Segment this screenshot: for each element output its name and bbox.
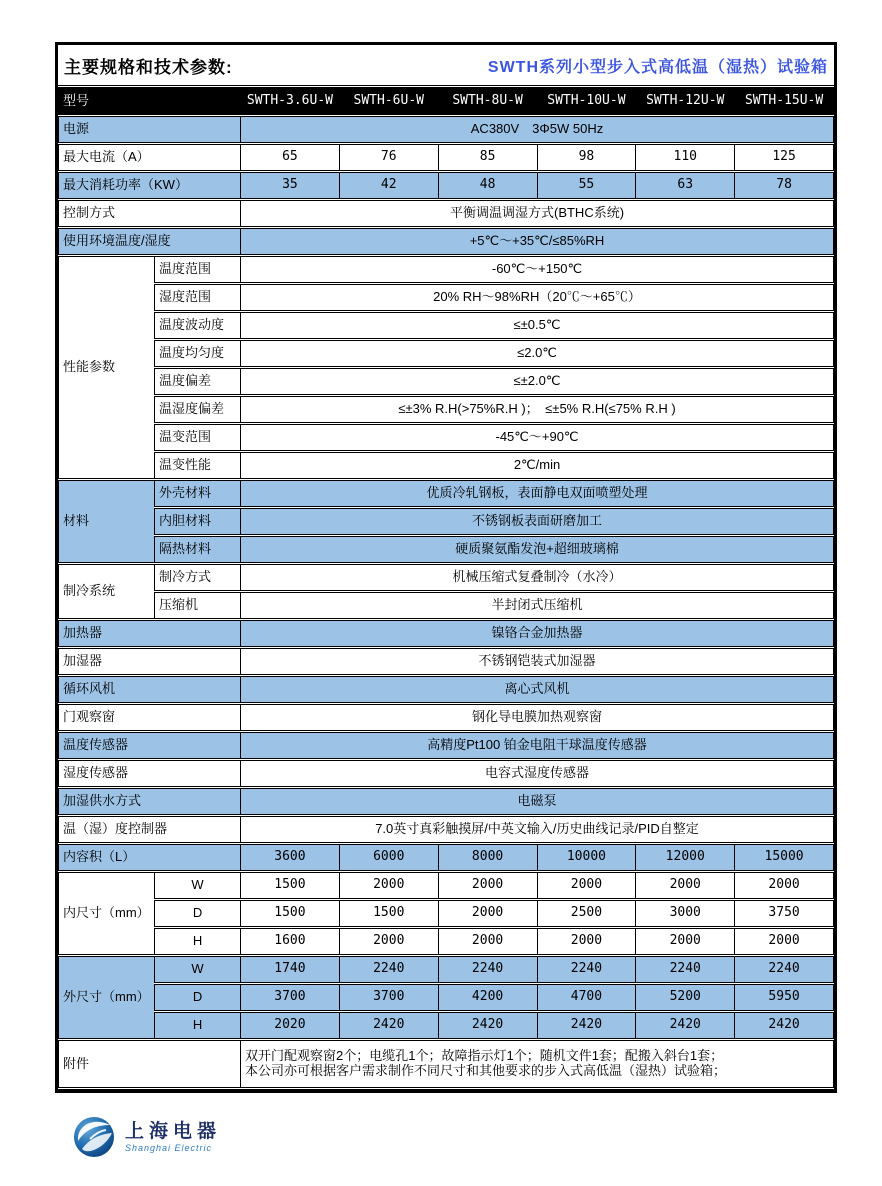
- table-row: [59, 928, 834, 956]
- row-label: 门观察窗: [59, 704, 241, 732]
- sub-label: 湿度范围: [155, 284, 241, 312]
- table-row: [59, 844, 834, 872]
- value-cell: 6000: [339, 844, 438, 872]
- spec-table: [58, 85, 834, 1090]
- value-cell: 优质冷轧钢板，表面静电双面喷塑处理: [241, 480, 834, 508]
- value-cell: 镍铬合金加热器: [241, 620, 834, 648]
- series-title: SWTH系列小型步入式高低温（湿热）试验箱: [487, 58, 828, 76]
- value-cell: 3700: [241, 984, 340, 1012]
- value-cell: 5950: [735, 984, 834, 1012]
- table-row: [59, 732, 834, 760]
- sub-label: 制冷方式: [155, 564, 241, 592]
- row-label: 最大消耗功率（KW）: [59, 172, 241, 200]
- title-bar: [58, 45, 834, 85]
- table-row: [59, 508, 834, 536]
- table-row: [59, 200, 834, 228]
- value-cell: 3600: [241, 844, 340, 872]
- sub-label: H: [155, 928, 241, 956]
- value-cell: 78: [735, 172, 834, 200]
- logo-text: [125, 1122, 221, 1153]
- value-cell: 42: [339, 172, 438, 200]
- value-cell: 2420: [537, 1012, 636, 1040]
- model-name: SWTH-12U-W: [636, 87, 735, 116]
- logo-company-name: 上海电器: [125, 1120, 222, 1142]
- value-cell: 2000: [537, 872, 636, 900]
- value-cell: 不锈钢板表面研磨加工: [241, 508, 834, 536]
- row-label: 最大电流（A）: [59, 144, 241, 172]
- value-cell: 1500: [339, 900, 438, 928]
- value-cell: 2000: [636, 928, 735, 956]
- value-cell: 2000: [735, 872, 834, 900]
- value-cell: 2000: [438, 900, 537, 928]
- table-row: [59, 452, 834, 480]
- value-cell: 110: [636, 144, 735, 172]
- table-row: [59, 816, 834, 844]
- sub-label: 温变范围: [155, 424, 241, 452]
- group-label: 内尺寸（mm）: [59, 872, 155, 956]
- value-cell: 2000: [537, 928, 636, 956]
- value-cell: 2℃/min: [241, 452, 834, 480]
- table-row: [59, 592, 834, 620]
- value-cell: 1740: [241, 956, 340, 984]
- table-row: [59, 1012, 834, 1040]
- value-cell: 4200: [438, 984, 537, 1012]
- model-row: [59, 87, 834, 116]
- sub-label: 温度波动度: [155, 312, 241, 340]
- row-label: 循环风机: [59, 676, 241, 704]
- value-cell: 3000: [636, 900, 735, 928]
- value-cell: 离心式风机: [241, 676, 834, 704]
- value-cell: 2420: [438, 1012, 537, 1040]
- value-cell: 2240: [636, 956, 735, 984]
- sub-label: 温度均匀度: [155, 340, 241, 368]
- value-cell: 1500: [241, 872, 340, 900]
- value-cell: AC380V 3Φ5W 50Hz: [241, 116, 834, 144]
- table-row: [59, 144, 834, 172]
- value-cell: 电容式湿度传感器: [241, 760, 834, 788]
- value-cell: -60℃～+150℃: [241, 256, 834, 284]
- value-cell: 2420: [735, 1012, 834, 1040]
- value-cell: 2000: [339, 872, 438, 900]
- table-row: [59, 340, 834, 368]
- value-cell: 125: [735, 144, 834, 172]
- value-cell: 63: [636, 172, 735, 200]
- model-name: SWTH-10U-W: [537, 87, 636, 116]
- value-cell: 48: [438, 172, 537, 200]
- value-cell: 3750: [735, 900, 834, 928]
- sub-label: D: [155, 900, 241, 928]
- value-cell: 4700: [537, 984, 636, 1012]
- value-cell: 7.0英寸真彩触摸屏/中英文输入/历史曲线记录/PID自整定: [241, 816, 834, 844]
- value-cell: ≤±2.0℃: [241, 368, 834, 396]
- sub-label: W: [155, 956, 241, 984]
- value-cell: 2240: [339, 956, 438, 984]
- value-cell: 55: [537, 172, 636, 200]
- value-cell: 2240: [537, 956, 636, 984]
- value-cell: ≤±0.5℃: [241, 312, 834, 340]
- sub-label: 内胆材料: [155, 508, 241, 536]
- table-row: [59, 564, 834, 592]
- model-name: SWTH-3.6U-W: [241, 87, 340, 116]
- row-label: 电源: [59, 116, 241, 144]
- row-label: 加湿器: [59, 648, 241, 676]
- table-row: [59, 536, 834, 564]
- group-label: 外尺寸（mm）: [59, 956, 155, 1040]
- table-row: [59, 312, 834, 340]
- sub-label: D: [155, 984, 241, 1012]
- value-cell: 2000: [438, 928, 537, 956]
- value-cell: 20% RH～98%RH（20℃～+65℃）: [241, 284, 834, 312]
- value-cell: 2240: [438, 956, 537, 984]
- model-name: SWTH-6U-W: [339, 87, 438, 116]
- value-cell: 2000: [735, 928, 834, 956]
- table-row: [59, 676, 834, 704]
- table-row: [59, 1040, 834, 1089]
- sub-label: 隔热材料: [155, 536, 241, 564]
- model-name: SWTH-8U-W: [438, 87, 537, 116]
- value-cell: 2500: [537, 900, 636, 928]
- table-row: [59, 172, 834, 200]
- value-cell: 8000: [438, 844, 537, 872]
- value-cell: 电磁泵: [241, 788, 834, 816]
- value-cell: 2420: [636, 1012, 735, 1040]
- accessory-line: 本公司亦可根据客户需求制作不同尺寸和其他要求的步入式高低温（湿热）试验箱；: [245, 1063, 727, 1078]
- value-cell: 1500: [241, 900, 340, 928]
- sub-label: 外壳材料: [155, 480, 241, 508]
- value-cell: 硬质聚氨酯发泡+超细玻璃棉: [241, 536, 834, 564]
- page-title: 主要规格和技术参数:: [64, 57, 233, 77]
- sub-label: 温度偏差: [155, 368, 241, 396]
- table-row: [59, 480, 834, 508]
- spec-table-body: [59, 87, 834, 1089]
- value-cell: 85: [438, 144, 537, 172]
- value-cell: 2240: [735, 956, 834, 984]
- company-logo: [72, 1115, 221, 1159]
- row-label: 温度传感器: [59, 732, 241, 760]
- table-row: [59, 228, 834, 256]
- value-cell: 2000: [438, 872, 537, 900]
- value-cell: +5℃～+35℃/≤85%RH: [241, 228, 834, 256]
- row-label: 加湿供水方式: [59, 788, 241, 816]
- value-cell: 10000: [537, 844, 636, 872]
- row-label: 型号: [59, 87, 241, 116]
- value-cell: 76: [339, 144, 438, 172]
- table-row: [59, 872, 834, 900]
- value-cell: [241, 1040, 834, 1089]
- value-cell: 1600: [241, 928, 340, 956]
- row-label: 温（湿）度控制器: [59, 816, 241, 844]
- sub-label: 温度范围: [155, 256, 241, 284]
- table-row: [59, 424, 834, 452]
- table-row: [59, 760, 834, 788]
- sub-label: W: [155, 872, 241, 900]
- row-label: 加热器: [59, 620, 241, 648]
- value-cell: 2020: [241, 1012, 340, 1040]
- value-cell: 钢化导电膜加热观察窗: [241, 704, 834, 732]
- row-label: 湿度传感器: [59, 760, 241, 788]
- table-row: [59, 984, 834, 1012]
- value-cell: 2000: [339, 928, 438, 956]
- value-cell: -45℃～+90℃: [241, 424, 834, 452]
- table-row: [59, 620, 834, 648]
- table-row: [59, 648, 834, 676]
- table-row: [59, 704, 834, 732]
- value-cell: 12000: [636, 844, 735, 872]
- table-row: [59, 284, 834, 312]
- row-label: 内容积（L）: [59, 844, 241, 872]
- row-label: 使用环境温度/湿度: [59, 228, 241, 256]
- accessory-line: 双开门配观察窗2个；电缆孔1个；故障指示灯1个；随机文件1套；配搬入斜台1套；: [245, 1048, 724, 1064]
- value-cell: 2420: [339, 1012, 438, 1040]
- value-cell: 高精度Pt100 铂金电阻干球温度传感器: [241, 732, 834, 760]
- table-row: [59, 256, 834, 284]
- group-label: 性能参数: [59, 256, 155, 480]
- sub-label: H: [155, 1012, 241, 1040]
- sub-label: 压缩机: [155, 592, 241, 620]
- row-label: 附件: [59, 1040, 241, 1089]
- value-cell: 5200: [636, 984, 735, 1012]
- value-cell: 机械压缩式复叠制冷（水冷）: [241, 564, 834, 592]
- value-cell: 2000: [636, 872, 735, 900]
- value-cell: 平衡调温调湿方式(BTHC系统): [241, 200, 834, 228]
- table-row: [59, 116, 834, 144]
- globe-icon: [72, 1115, 116, 1159]
- value-cell: 65: [241, 144, 340, 172]
- table-row: [59, 368, 834, 396]
- table-row: [59, 396, 834, 424]
- table-row: [59, 956, 834, 984]
- value-cell: ≤2.0℃: [241, 340, 834, 368]
- value-cell: ≤±3% R.H(>75%R.H )； ≤±5% R.H(≤75% R.H ): [241, 396, 834, 424]
- value-cell: 35: [241, 172, 340, 200]
- group-label: 制冷系统: [59, 564, 155, 620]
- value-cell: 15000: [735, 844, 834, 872]
- value-cell: 半封闭式压缩机: [241, 592, 834, 620]
- row-label: 控制方式: [59, 200, 241, 228]
- group-label: 材料: [59, 480, 155, 564]
- table-row: [59, 788, 834, 816]
- logo-company-name-en: Shanghai Electric: [125, 1142, 213, 1153]
- value-cell: 不锈钢铠装式加湿器: [241, 648, 834, 676]
- value-cell: 98: [537, 144, 636, 172]
- table-row: [59, 900, 834, 928]
- value-cell: 3700: [339, 984, 438, 1012]
- spec-sheet: [55, 42, 837, 1093]
- sub-label: 温湿度偏差: [155, 396, 241, 424]
- sub-label: 温变性能: [155, 452, 241, 480]
- model-name: SWTH-15U-W: [735, 87, 834, 116]
